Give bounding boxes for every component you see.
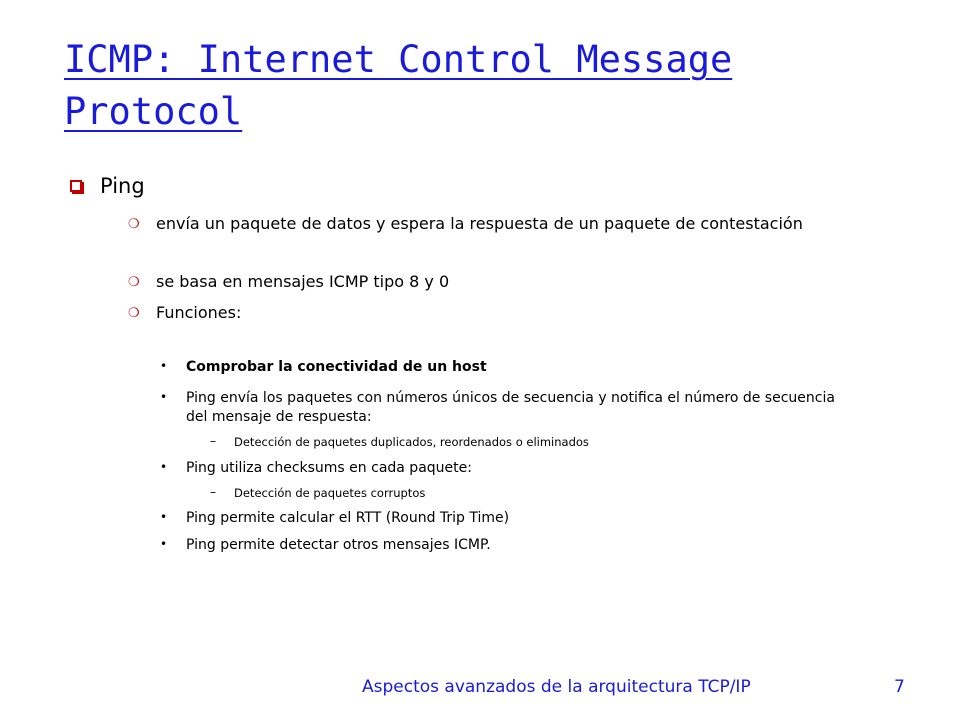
- bullet-level3-item: [160, 509, 860, 528]
- dot-bullet-icon: •: [160, 359, 168, 373]
- bullet-text: Ping permite calcular el RTT (Round Trip Time): [186, 510, 510, 526]
- circle-bullet-icon: ❍: [128, 306, 140, 321]
- bullet-text: Ping: [100, 174, 145, 198]
- bullet-text: Detección de paquetes corruptos: [234, 486, 426, 500]
- footer-text: Aspectos avanzados de la arquitectura TCP/IP: [362, 677, 751, 697]
- slide-title: ICMP: Internet Control Message Protocol: [64, 38, 733, 133]
- square-bullet-icon: [70, 180, 82, 192]
- dash-bullet-icon: –: [210, 434, 216, 448]
- dot-bullet-icon: •: [160, 390, 168, 404]
- dot-bullet-icon: •: [160, 537, 168, 551]
- bullet-text: Funciones:: [156, 303, 242, 322]
- dash-bullet-icon: –: [210, 485, 216, 499]
- bullet-text: envía un paquete de datos y espera la respuesta de un paquete de contestación: [156, 214, 803, 233]
- bullet-level1-ping: [70, 174, 145, 198]
- bullet-level2-item: [128, 213, 848, 235]
- bullet-level4-item: [210, 434, 589, 450]
- bullet-text: Ping permite detectar otros mensajes ICMP.: [186, 537, 491, 553]
- bullet-level3-item: [160, 358, 860, 377]
- dot-bullet-icon: •: [160, 510, 168, 524]
- bullet-level2-item: [128, 302, 848, 324]
- bullet-text: Ping utiliza checksums en cada paquete:: [186, 460, 472, 476]
- bullet-level3-item: [160, 459, 860, 478]
- bullet-text: se basa en mensajes ICMP tipo 8 y 0: [156, 272, 450, 291]
- bullet-level3-item: [160, 389, 840, 427]
- bullet-level2-item: [128, 271, 848, 293]
- bullet-text: Detección de paquetes duplicados, reordenados o eliminados: [234, 435, 589, 449]
- bullet-level4-item: [210, 485, 425, 501]
- bullet-text: Ping envía los paquetes con números únicos de secuencia y notifica el número de secuencia del mensaje de respuesta:: [186, 390, 835, 425]
- bullet-level3-item: [160, 536, 860, 555]
- page-number: 7: [894, 677, 905, 697]
- dot-bullet-icon: •: [160, 460, 168, 474]
- bullet-text: Comprobar la conectividad de un host: [186, 359, 487, 375]
- circle-bullet-icon: ❍: [128, 217, 140, 232]
- circle-bullet-icon: ❍: [128, 275, 140, 290]
